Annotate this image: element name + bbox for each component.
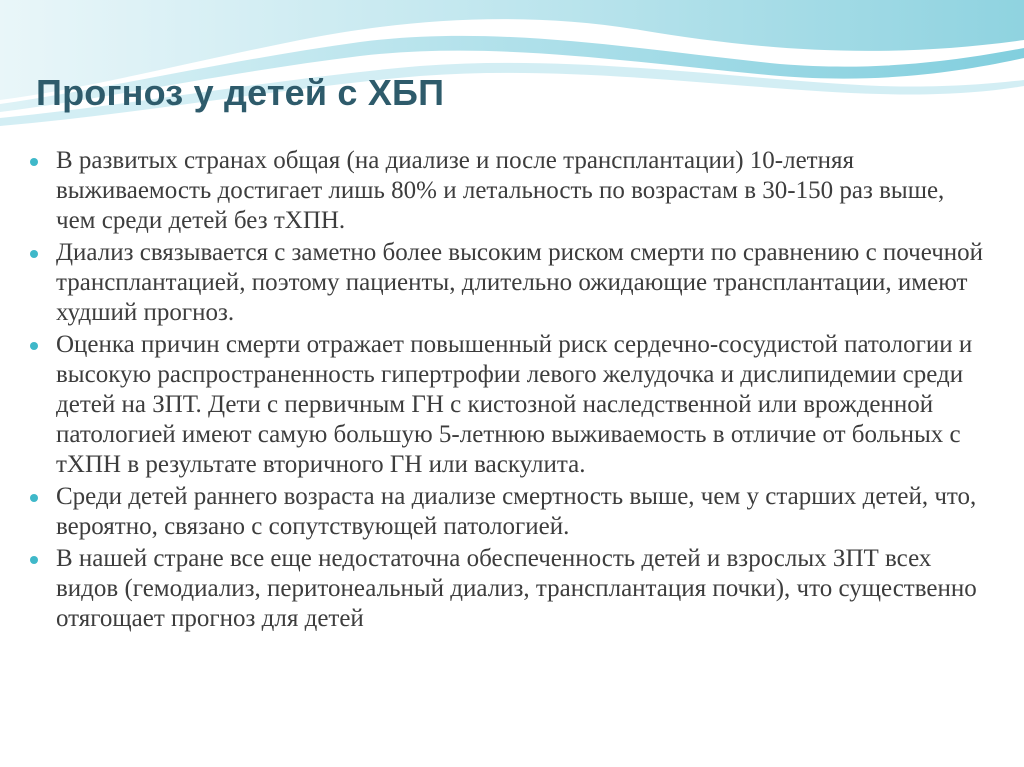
bullet-item — [28, 544, 988, 634]
bullet-list — [28, 146, 988, 636]
bullet-dot-icon — [30, 494, 38, 502]
bullet-text: В развитых странах общая (на диализе и после трансплантации) 10-летняя выживаемость достигает лишь 80% и летальность по возрастам в 30-150 раз выше, чем среди детей без тХПН. — [56, 147, 945, 234]
bullet-text: Среди детей раннего возраста на диализе смертность выше, чем у старших детей, что, вероятно, связано с сопутствующей патологией. — [56, 483, 977, 540]
bullet-dot-icon — [30, 556, 38, 564]
bullet-text: Оценка причин смерти отражает повышенный риск сердечно-сосудистой патологии и высокую распространенность гипертрофии левого желудочка и дислипидемии среди детей на ЗПТ. Дети с первичным ГН с кистозной наследственной или врожденной патологией имеют самую большую 5-летнюю выживаемость в отличие от больных с тХПН в результате вторичного ГН или васкулита. — [56, 331, 973, 478]
bullet-item — [28, 146, 988, 236]
bullet-item — [28, 482, 988, 542]
bullet-item — [28, 330, 988, 480]
bullet-dot-icon — [30, 342, 38, 350]
bullet-dot-icon — [30, 158, 38, 166]
slide-title: Прогноз у детей с ХБП — [36, 72, 445, 113]
bullet-dot-icon — [30, 250, 38, 258]
bullet-item — [28, 238, 988, 328]
bullet-text: Диализ связывается с заметно более высоким риском смерти по сравнению с почечной трансплантацией, поэтому пациенты, длительно ожидающие трансплантации, имеют худший прогноз. — [56, 239, 984, 326]
bullet-text: В нашей стране все еще недостаточна обеспеченность детей и взрослых ЗПТ всех видов (гемодиализ, перитонеальный диализ, трансплантация почки), что существенно отягощает прогноз для детей — [56, 545, 977, 632]
